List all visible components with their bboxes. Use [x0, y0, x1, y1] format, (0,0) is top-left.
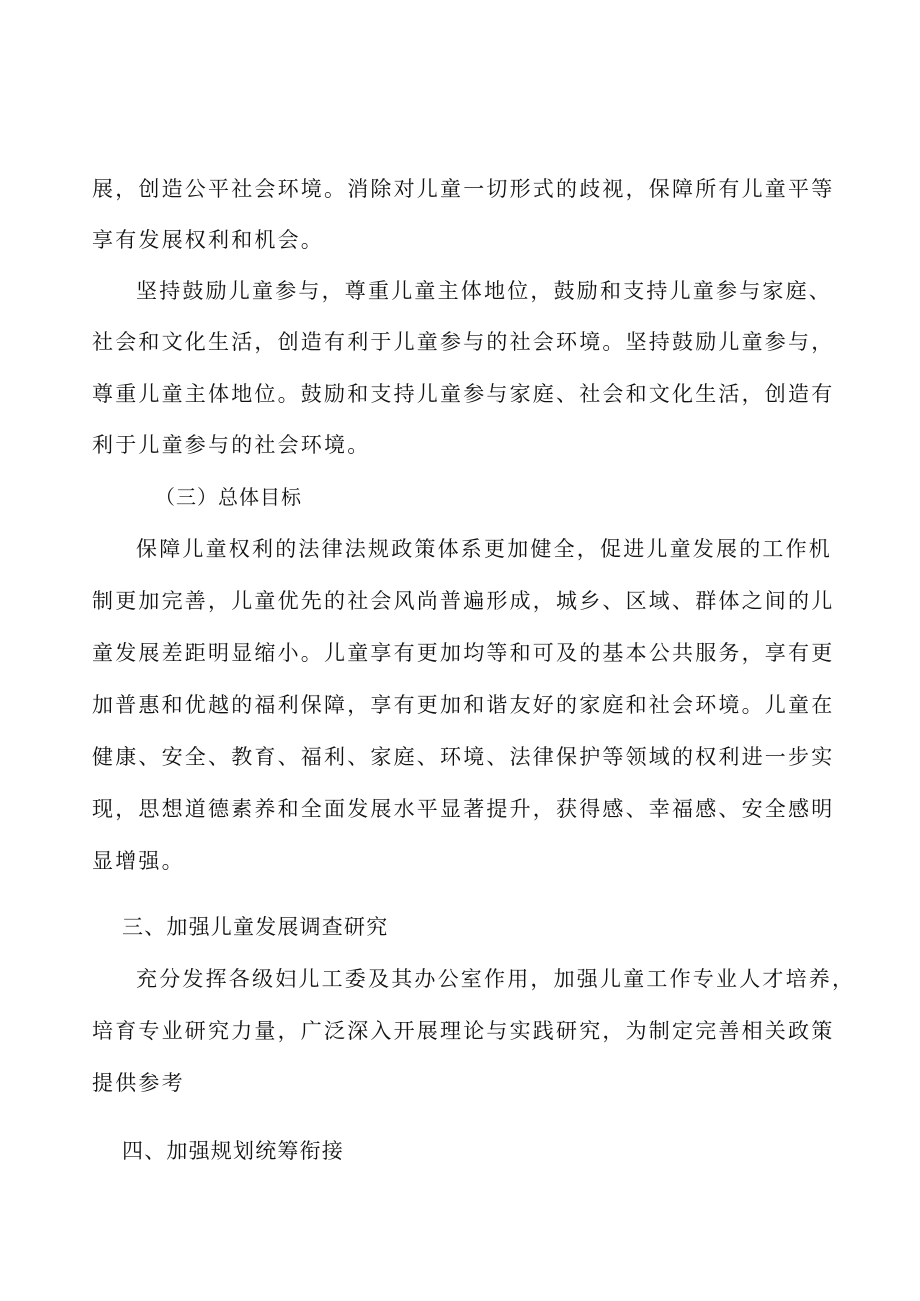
paragraph-line: 现，思想道德素养和全面发展水平显著提升，获得感、幸福感、安全感明: [92, 797, 835, 821]
section-subheading: （三）总体目标: [155, 485, 302, 509]
paragraph-line: 展，创造公平社会环境。消除对儿童一切形式的歧视，保障所有儿童平等: [92, 177, 835, 201]
paragraph-line: 健康、安全、教育、福利、家庭、环境、法律保护等领域的权利进一步实: [92, 745, 835, 769]
section-heading: 三、加强儿童发展调查研究: [122, 915, 389, 939]
paragraph-line: 培育专业研究力量，广泛深入开展理论与实践研究，为制定完善相关政策: [92, 1019, 835, 1043]
paragraph-line: 坚持鼓励儿童参与，尊重儿童主体地位，鼓励和支持儿童参与家庭、: [136, 279, 832, 303]
paragraph-line: 利于儿童参与的社会环境。: [92, 433, 371, 457]
paragraph-line: 充分发挥各级妇儿工委及其办公室作用，加强儿童工作专业人才培养，: [136, 967, 856, 991]
paragraph-line: 尊重儿童主体地位。鼓励和支持儿童参与家庭、社会和文化生活，创造有: [92, 382, 835, 406]
paragraph-line: 社会和文化生活，创造有利于儿童参与的社会环境。坚持鼓励儿童参与，: [92, 330, 835, 354]
paragraph-line: 制更加完善，儿童优先的社会风尚普遍形成，城乡、区域、群体之间的儿: [92, 589, 835, 613]
paragraph-line: 加普惠和优越的福利保障，享有更加和谐友好的家庭和社会环境。儿童在: [92, 693, 835, 717]
paragraph-line: 显增强。: [92, 849, 185, 873]
section-heading: 四、加强规划统筹衔接: [122, 1139, 344, 1163]
paragraph-line: 享有发展权利和机会。: [92, 228, 324, 252]
paragraph-line: 童发展差距明显缩小。儿童享有更加均等和可及的基本公共服务，享有更: [92, 641, 835, 665]
paragraph-line: 保障儿童权利的法律法规政策体系更加健全，促进儿童发展的工作机: [136, 537, 832, 561]
paragraph-line: 提供参考: [92, 1071, 185, 1095]
